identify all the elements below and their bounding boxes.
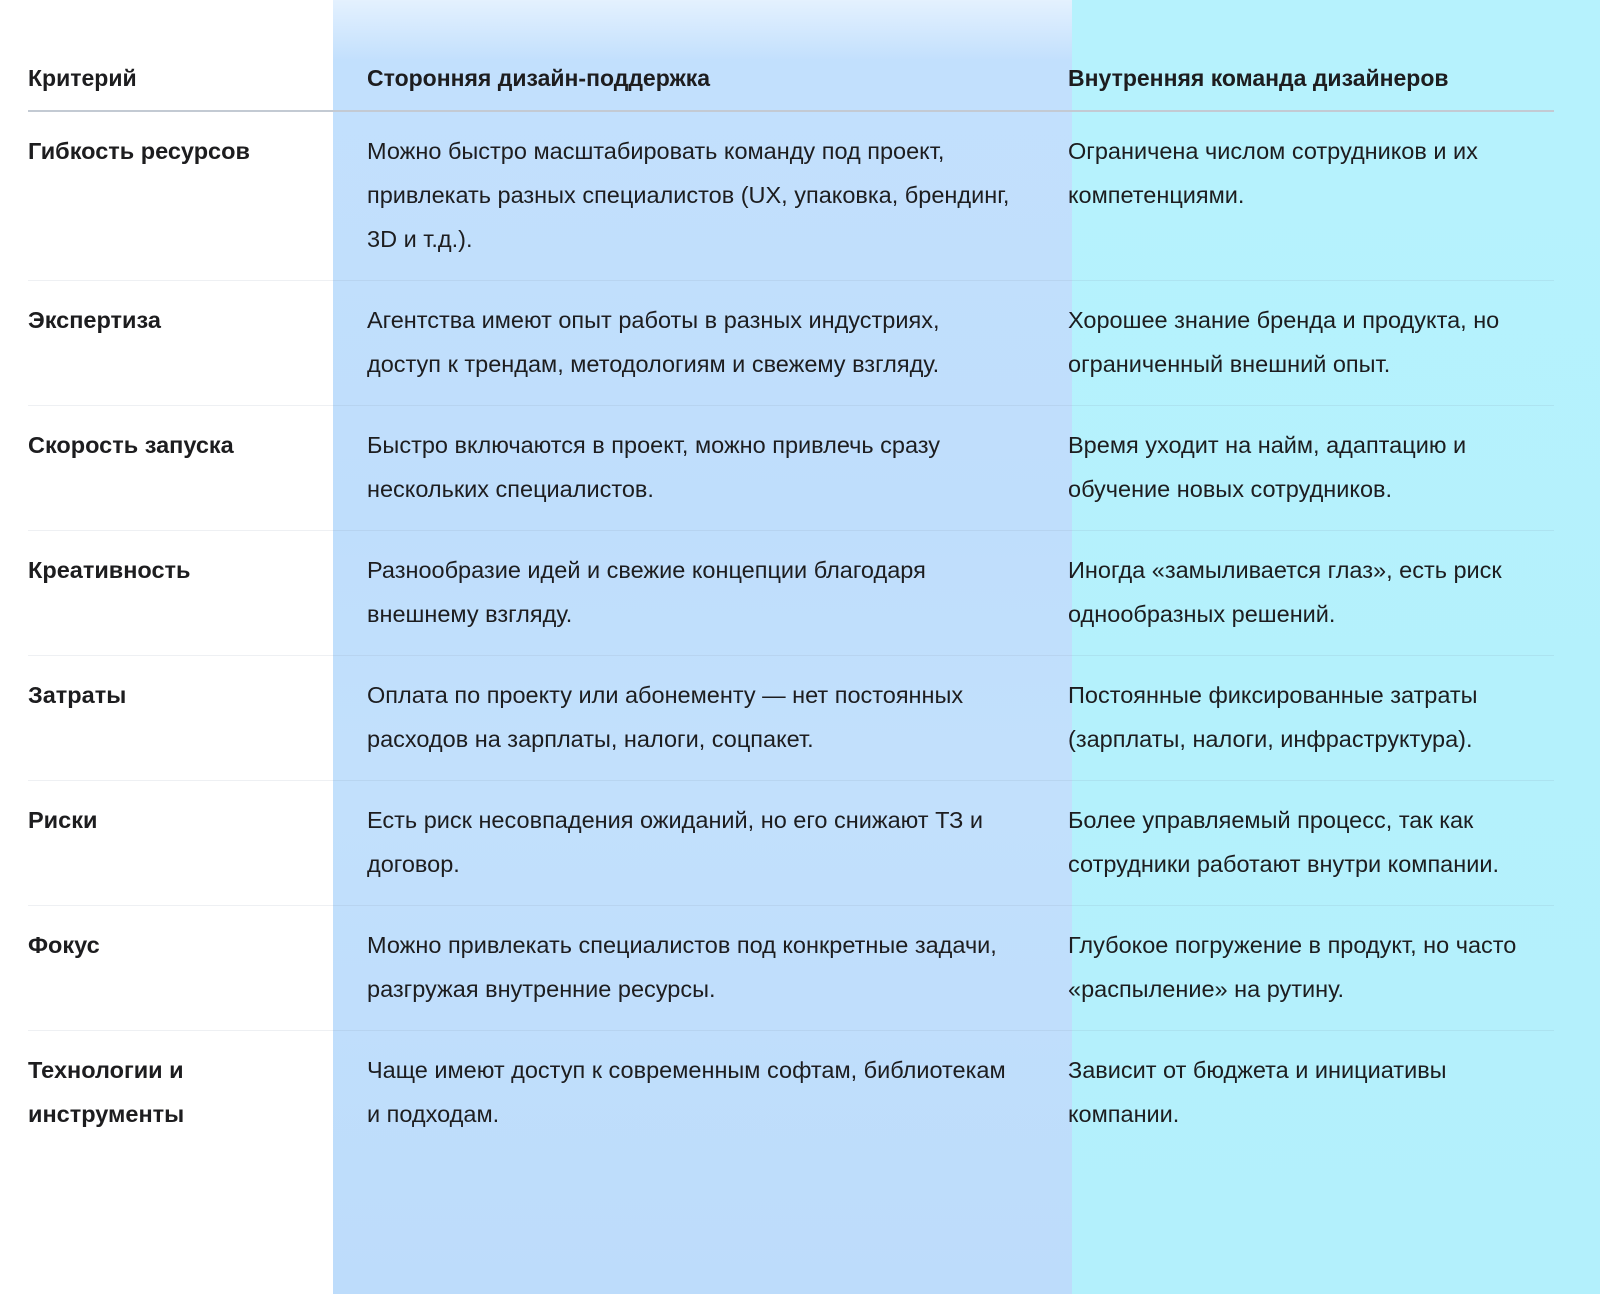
- table-row: [28, 1031, 1554, 1156]
- row-outsourced: Можно привлекать специалистов под конкретные задачи, разгружая внутренние ресурсы.: [333, 906, 1038, 1031]
- row-inhouse: Глубокое погружение в продукт, но часто «распыление» на рутину.: [1038, 906, 1554, 1031]
- row-inhouse: Постоянные фиксированные затраты (зарплаты, налоги, инфраструктура).: [1038, 656, 1554, 781]
- row-inhouse: Время уходит на найм, адаптацию и обучение новых сотрудников.: [1038, 406, 1554, 531]
- header-inhouse: Внутренняя команда дизайнеров: [1038, 56, 1554, 111]
- row-outsourced: Агентства имеют опыт работы в разных индустриях, доступ к трендам, методологиям и свежему взгляду.: [333, 281, 1038, 406]
- table-row: [28, 281, 1554, 406]
- row-inhouse: Хорошее знание бренда и продукта, но ограниченный внешний опыт.: [1038, 281, 1554, 406]
- table-row: [28, 906, 1554, 1031]
- row-outsourced: Оплата по проекту или абонементу — нет постоянных расходов на зарплаты, налоги, соцпакет.: [333, 656, 1038, 781]
- table-row: [28, 781, 1554, 906]
- row-outsourced: Чаще имеют доступ к современным софтам, библиотекам и подходам.: [367, 1057, 1006, 1127]
- table-row: [28, 406, 1554, 531]
- row-criterion: Затраты: [28, 656, 333, 781]
- row-outsourced: Разнообразие идей и свежие концепции благодаря внешнему взгляду.: [333, 531, 1038, 656]
- row-outsourced: Можно быстро масштабировать команду под проект, привлекать разных специалистов (UX, упаковка, брендинг, 3D и т.д.).: [333, 111, 1038, 281]
- header-row: [28, 56, 1554, 111]
- row-outsourced: Есть риск несовпадения ожиданий, но его снижают ТЗ и договор.: [333, 781, 1038, 906]
- header-criterion: Критерий: [28, 56, 333, 111]
- row-criterion: Креативность: [28, 531, 333, 656]
- table-row: [28, 531, 1554, 656]
- row-inhouse: Иногда «замыливается глаз», есть риск однообразных решений.: [1038, 531, 1554, 656]
- table-header: [28, 56, 1554, 111]
- row-inhouse: Более управляемый процесс, так как сотрудники работают внутри компании.: [1038, 781, 1554, 906]
- comparison-table: [28, 56, 1554, 1155]
- row-outsourced: Быстро включаются в проект, можно привлечь сразу нескольких специалистов.: [333, 406, 1038, 531]
- row-criterion: Технологии и инструменты: [28, 1057, 185, 1127]
- row-criterion: Скорость запуска: [28, 406, 333, 531]
- row-criterion: Гибкость ресурсов: [28, 111, 333, 281]
- row-criterion: Фокус: [28, 906, 333, 1031]
- table-body: [28, 111, 1554, 1155]
- table-row: [28, 656, 1554, 781]
- row-inhouse: Ограничена числом сотрудников и их компетенциями.: [1038, 111, 1554, 281]
- table-row: [28, 111, 1554, 281]
- header-outsourced: Сторонняя дизайн-поддержка: [333, 56, 1038, 111]
- row-criterion: Экспертиза: [28, 281, 333, 406]
- row-inhouse: Зависит от бюджета и инициативы компании.: [1068, 1057, 1447, 1127]
- row-criterion: Риски: [28, 781, 333, 906]
